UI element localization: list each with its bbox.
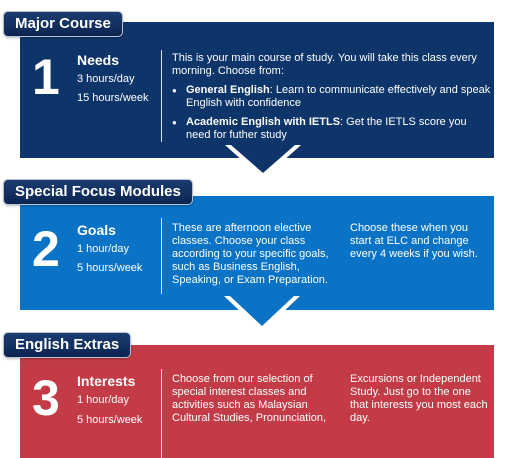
list-item — [172, 116, 494, 142]
option-text: : Get the IETLS score you need for futher study — [186, 116, 467, 141]
english-extras-tab: English Extras — [3, 332, 131, 358]
hours-per-day: 1 hour/day — [77, 394, 129, 406]
section-number: 1 — [32, 49, 60, 105]
arrow-down-icon — [230, 296, 294, 326]
course-options-list — [172, 84, 494, 148]
hours-per-week: 15 hours/week — [77, 92, 149, 104]
divider — [161, 50, 162, 142]
divider — [161, 218, 162, 294]
section-heading: Interests — [77, 373, 136, 389]
major-course-tab: Major Course — [3, 11, 123, 37]
major-course-panel — [20, 22, 494, 158]
section-number: 3 — [32, 370, 60, 426]
hours-per-day: 3 hours/day — [77, 73, 135, 85]
hours-per-week: 5 hours/week — [77, 414, 143, 426]
english-extras-panel — [20, 345, 494, 458]
section-description: Choose from our selection of special interest classes and activities such as Malaysian Cultural Studies, Pronunciation, — [172, 373, 327, 424]
hours-per-day: 1 hour/day — [77, 243, 129, 255]
arrow-down-icon — [231, 145, 295, 173]
special-focus-panel — [20, 196, 494, 310]
option-title: Academic English with IETLS — [186, 116, 341, 128]
section-heading: Goals — [77, 222, 116, 238]
section-note: Choose these when you start at ELC and change every 4 weeks if you wish. — [350, 222, 478, 260]
divider — [161, 369, 162, 458]
option-text: : Learn to communicate effectively and speak English with confidence — [186, 84, 491, 109]
option-title: General English — [186, 84, 270, 96]
section-intro: This is your main course of study. You will take this class every morning. Choose from: — [172, 52, 477, 77]
section-number: 2 — [32, 221, 60, 277]
section-heading: Needs — [77, 52, 120, 68]
section-note: Excursions or Independent Study. Just go to the one that interests you most each day. — [350, 373, 488, 424]
section-description: These are afternoon elective classes. Choose your class according to your specific goals, such as Business English, Speaking, or Exam Preparation. — [172, 222, 329, 286]
hours-per-week: 5 hours/week — [77, 262, 143, 274]
special-focus-tab: Special Focus Modules — [3, 179, 193, 205]
list-item — [172, 84, 494, 110]
